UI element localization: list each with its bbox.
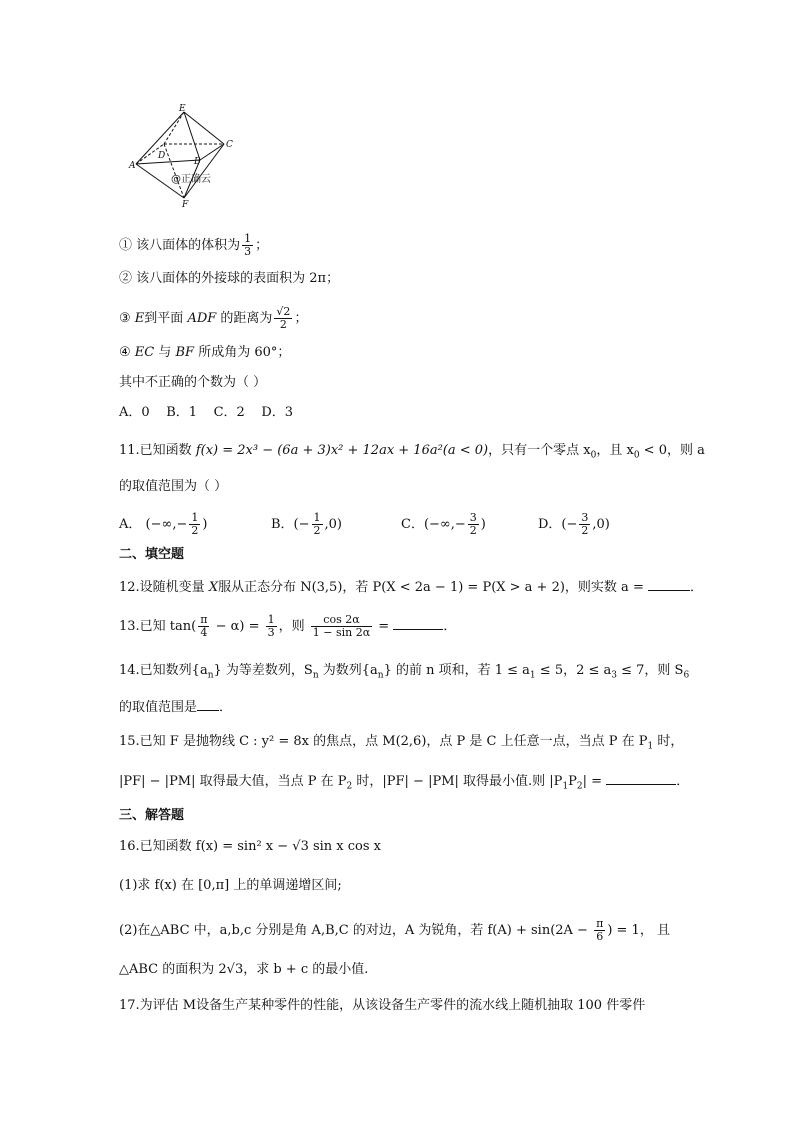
statement-3: ③ E到平面 ADF 的距离为 $\frac{√2}{2}$ ；: [119, 305, 308, 331]
vertex-label-e: E: [179, 104, 186, 114]
q11-option-d[interactable]: D．(− $\frac{3}{2}$ ,0): [538, 511, 610, 537]
q10-option-c[interactable]: C．2: [213, 405, 245, 420]
octahedron-figure: [128, 102, 240, 208]
question-15-line-2: |PF| − |PM| 取得最大值，当点 P 在 $P_2$ 时，|PF| − |PM| 取得最小值.则 $|P_1P_2|$ = ．: [119, 774, 690, 792]
question-10-ask: 其中不正确的个数为（ ）: [119, 375, 267, 390]
q11-option-b[interactable]: B．(− $\frac{1}{2}$ ,0): [271, 511, 343, 537]
section-3-heading: 三、解答题: [119, 808, 185, 823]
q10-option-a[interactable]: A．0: [119, 405, 150, 420]
question-15-line-1: 15.已知 F 是抛物线 C : y² = 8x 的焦点，点 M(2,6)，点 P 是 C 上任意一点，当点 P 在 $P_1$ 时，: [119, 734, 684, 752]
answer-blank[interactable]: [606, 772, 676, 785]
vertex-label-f: F: [182, 200, 189, 208]
q10-option-d[interactable]: D．3: [261, 405, 294, 420]
statement-2: ② 该八面体的外接球的表面积为 2π；: [119, 271, 340, 286]
question-16-line-2: (1)求 f(x) 在 [0,π] 上的单调递增区间;: [119, 878, 342, 893]
question-14-line-1: 14.已知数列$\{a_n\}$ 为等差数列，$S_n$ 为数列$\{a_n\}$ 的前 n 项和，若 $1 \le a_1 \le 5$，$2 \le a_3 \le 7$，则 $S_6$: [119, 663, 690, 681]
answer-blank[interactable]: [197, 698, 219, 711]
question-16-line-4: △ABC 的面积为 2√3，求 b + c 的最小值.: [119, 962, 369, 977]
answer-blank[interactable]: [393, 617, 443, 630]
question-11-line-2: 的取值范围为（ ）: [119, 479, 228, 494]
watermark: @正确云: [171, 174, 211, 185]
question-12: 12.设随机变量 X服从正态分布 N(3,5)，若 P(X < 2a − 1) = P(X > a + 2)，则实数 a = ．: [119, 580, 703, 595]
question-16-line-3: (2)在△ABC 中，a,b,c 分别是角 A,B,C 的对边，A 为锐角，若 f(A) + sin(2A − $\frac{\pi}{6}$ ) = 1， 且: [119, 917, 670, 943]
vertex-label-d: D: [158, 151, 166, 161]
question-11-line-1: 11.已知函数 f(x) = 2x³ − (6a + 3)x² + 12ax + 16a²(a < 0)，只有一个零点 $x_0$，且 $x_0 < 0$，则 a: [119, 443, 705, 461]
question-17-line-1: 17.为评估 M设备生产某种零件的性能，从该设备生产零件的流水线上随机抽取 100 件零件: [119, 998, 646, 1013]
statement-1: ① 该八面体的体积为 $\frac{1}{3}$ ；: [119, 232, 269, 258]
q10-options: [119, 404, 293, 422]
vertex-label-b: B: [194, 157, 201, 167]
question-16-line-1: 16.已知函数 f(x) = sin² x − √3 sin x cos x: [119, 839, 382, 854]
section-2-heading: 二、填空题: [119, 547, 185, 562]
q11-option-c[interactable]: C．(−∞,− $\frac{3}{2}$ ): [401, 511, 486, 537]
question-14-line-2: 的取值范围是 ．: [119, 700, 233, 715]
vertex-label-c: C: [226, 140, 233, 150]
statement-4: ④ EC 与 BF 所成角为 60°；: [119, 345, 291, 360]
q11-option-a[interactable]: A． (−∞,− $\frac{1}{2}$ ): [119, 511, 208, 537]
q10-option-b[interactable]: B．1: [166, 405, 198, 420]
question-13: 13.已知 tan( $\frac{\pi}{4}$ − α) = $\frac{1}{3}$ ，则 $\frac{\cos 2\alpha}{1 - \sin 2\alpha}$ = ．: [119, 613, 457, 639]
answer-blank[interactable]: [648, 578, 690, 591]
vertex-label-a: A: [129, 161, 136, 171]
